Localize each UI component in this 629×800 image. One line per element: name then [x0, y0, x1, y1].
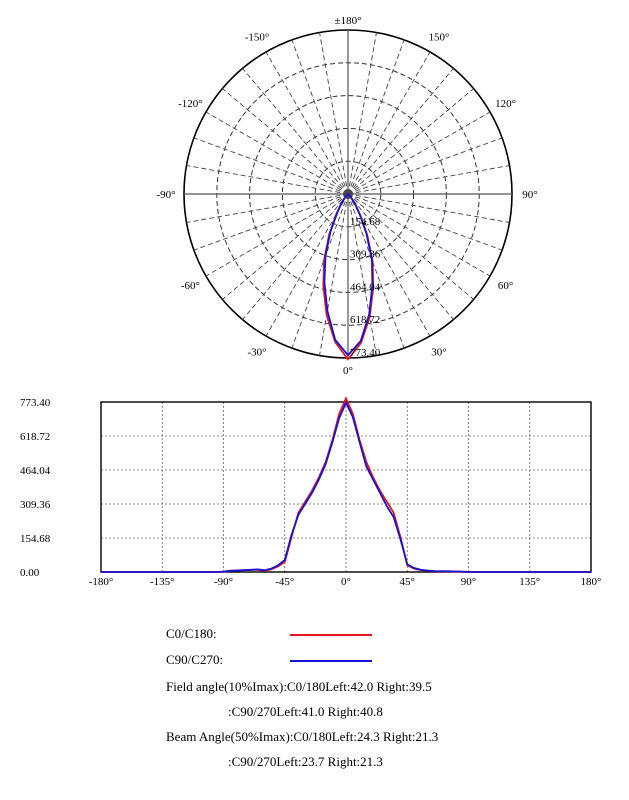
polar-angle-label: 90° — [522, 189, 538, 201]
field-angle-line-1: Field angle(10%Imax):C0/180Left:42.0 Right:39.5 — [166, 679, 432, 694]
legend-c90-label: C90/C270: — [166, 652, 224, 667]
y-tick-label: 773.40 — [20, 397, 51, 409]
polar-radial-line — [243, 68, 348, 194]
linear-intensity-chart — [0, 390, 629, 610]
polar-ring-label: 618.72 — [350, 314, 381, 327]
polar-angle-label: -120° — [178, 98, 203, 110]
legend-c0-label: C0/C180: — [166, 626, 217, 641]
y-tick-label: 464.04 — [20, 465, 51, 477]
polar-top-label: ±180° — [334, 15, 362, 27]
x-tick-label: 180° — [580, 576, 602, 588]
x-tick-label: -45° — [275, 576, 295, 588]
x-tick-label: -135° — [149, 576, 175, 588]
polar-angle-label: -150° — [244, 31, 270, 44]
polar-angle-label: -90° — [156, 189, 176, 201]
x-tick-label: 45° — [399, 576, 415, 588]
x-tick-label: 90° — [460, 576, 477, 588]
y-tick-label: 154.68 — [20, 533, 51, 545]
polar-ring-label: 464.04 — [350, 281, 381, 294]
polar-angle-label: 30° — [431, 346, 447, 359]
legend-c0-swatch — [290, 634, 372, 636]
polar-angle-label: 0° — [343, 365, 353, 377]
y-tick-label: 309.36 — [20, 499, 51, 511]
x-tick-label: -90° — [213, 576, 234, 588]
polar-angle-label: 60° — [497, 280, 514, 292]
x-tick-label: 0° — [341, 576, 351, 588]
line-series-c0-c180 — [101, 398, 591, 572]
polar-radial-line — [222, 89, 348, 194]
field-angle-line-2: :C90/270Left:41.0 Right:40.8 — [228, 704, 383, 719]
x-tick-label: -180° — [88, 576, 114, 588]
polar-radial-line — [348, 68, 453, 194]
polar-angle-label: 150° — [428, 31, 450, 44]
polar-ring-label: 154.68 — [350, 215, 381, 228]
polar-radial-line — [348, 89, 474, 194]
polar-angle-label: 120° — [495, 98, 517, 110]
beam-angle-line-1: Beam Angle(50%Imax):C0/180Left:24.3 Right:21.3 — [166, 729, 439, 744]
polar-radial-line — [222, 194, 348, 299]
polar-angle-label: -60° — [180, 280, 200, 292]
y-tick-label: 618.72 — [20, 431, 51, 443]
x-tick-label: 135° — [519, 576, 541, 588]
y-tick-label: 0.00 — [20, 567, 40, 579]
polar-intensity-chart — [0, 0, 629, 380]
legend-c90-swatch — [290, 660, 372, 662]
polar-angle-label: -30° — [247, 346, 267, 359]
polar-ring-label: 309.36 — [350, 248, 381, 261]
polar-radial-line — [243, 194, 348, 320]
polar-ring-label: 773.40 — [350, 347, 381, 359]
beam-angle-line-2: :C90/270Left:23.7 Right:21.3 — [228, 754, 383, 769]
